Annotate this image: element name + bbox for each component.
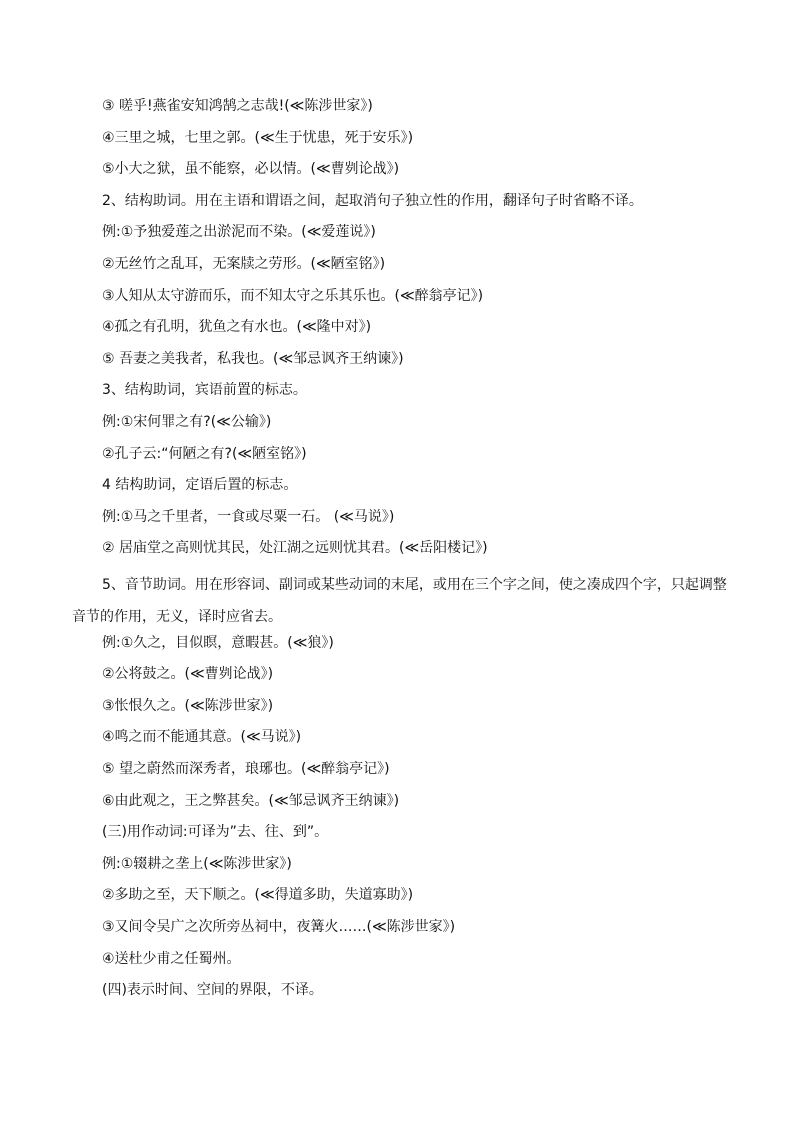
- text-line: 例:①宋何罪之有?(≪公输》): [102, 413, 272, 430]
- text-line: ②多助之至，天下顺之。(≪得道多助，失道寡助》): [102, 887, 414, 904]
- section-heading: (四)表示时间、空间的界限，不译。: [102, 982, 323, 999]
- section-heading: 4 结构助词，定语后置的标志。: [102, 477, 298, 494]
- text-line: ④送杜少甫之任蜀州。: [102, 950, 241, 967]
- text-line: 例:①久之，目似瞑，意暇甚。(≪狼》): [102, 634, 334, 651]
- text-line: ②无丝竹之乱耳，无案牍之劳形。(≪陋室铭》): [102, 255, 386, 272]
- text-line: ③怅恨久之。(≪陈涉世家》): [102, 697, 274, 714]
- text-line: ⑥由此观之，王之弊甚矣。(≪邹忌讽齐王纳谏》): [102, 792, 400, 809]
- text-line: ③又间令吴广之次所旁丛祠中，夜篝火……(≪陈涉世家》): [102, 919, 456, 936]
- text-line: 例:①予独爱莲之出淤泥而不染。(≪爱莲说》): [102, 224, 376, 241]
- text-line: ②公将鼓之。(≪曹刿论战》): [102, 666, 274, 683]
- text-line: ⑤ 望之蔚然而深秀者，琅琊也。(≪醉翁亭记》): [102, 761, 390, 778]
- text-line: 例:①马之千里者，一食或尽粟一石。 (≪马说》): [102, 508, 395, 525]
- section-heading: (三)用作动词:可译为”去、往、到”。: [102, 824, 329, 841]
- text-line: ⑤ 吾妻之美我者，私我也。(≪邹忌讽齐王纳谏》): [102, 350, 404, 367]
- text-line: ③人知从太守游而乐，而不知太守之乐其乐也。(≪醉翁亭记》): [102, 287, 484, 304]
- text-line: ③ 嗟乎!燕雀安知鸿鹄之志哉!(≪陈涉世家》): [102, 98, 373, 114]
- section-paragraph: 5、音节助词。用在形容词、副词或某些动词的末尾，或用在三个字之间，使之凑成四个字，只起调整音节的作用，无义，译时应省去。: [72, 576, 727, 625]
- document-body: [72, 96, 732, 1012]
- text-line: ④孤之有孔明，犹鱼之有水也。(≪隆中对》): [102, 319, 372, 336]
- text-line: ②孔子云:“何陋之有?(≪陋室铭》): [102, 445, 307, 462]
- section-heading: 3、结构助词，宾语前置的标志。: [102, 382, 307, 399]
- text-line: ④鸣之而不能通其意。(≪马说》): [102, 729, 302, 746]
- text-line: ② 居庙堂之高则忧其民，处江湖之远则忧其君。(≪岳阳楼记》): [102, 540, 488, 557]
- text-line: ④三里之城，七里之郭。(≪生于忧患，死于安乐》): [102, 129, 414, 146]
- section-heading: 2、结构助词。用在主语和谓语之间，起取消句子独立性的作用，翻译句子时省略不译。: [102, 192, 643, 209]
- text-line: 例:①辍耕之垄上(≪陈涉世家》): [102, 855, 292, 872]
- text-line: ⑤小大之狱，虽不能察，必以情。(≪曹刿论战》): [102, 161, 400, 178]
